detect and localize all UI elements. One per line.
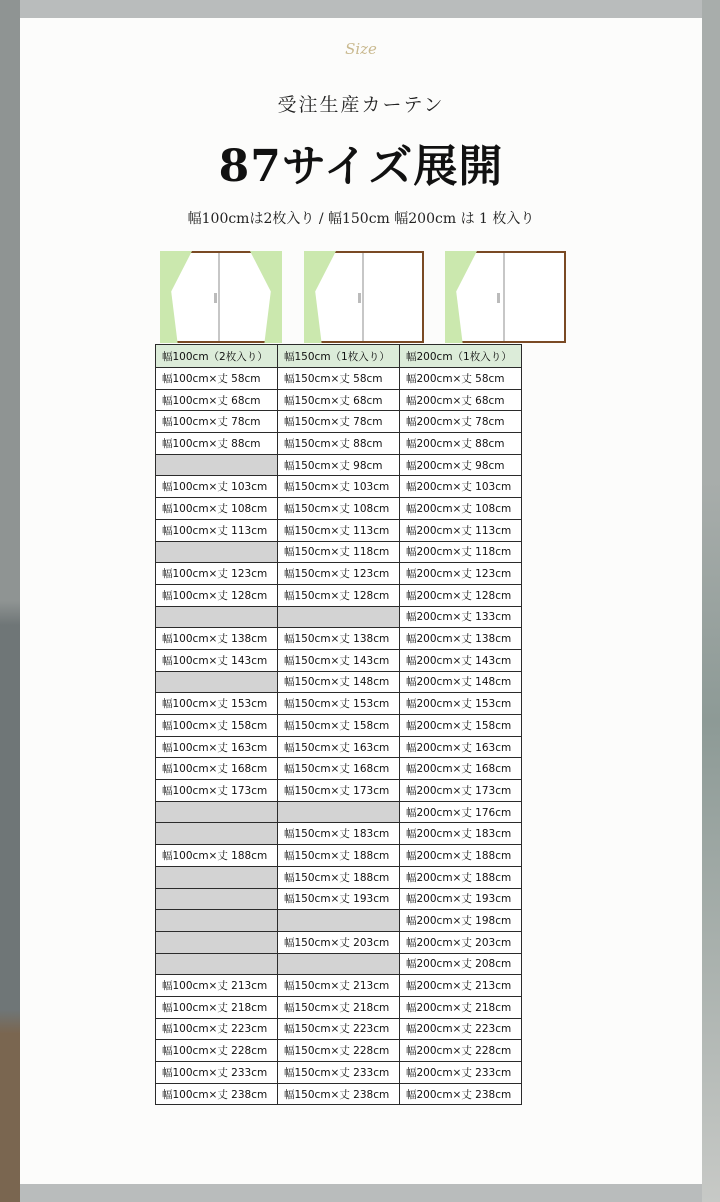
size-cell: 幅100cm×丈 58cm: [156, 368, 278, 390]
column-header-200cm: 幅200cm（1枚入り）: [400, 345, 522, 368]
table-row: [156, 389, 522, 411]
size-cell: 幅200cm×丈 108cm: [400, 498, 522, 520]
table-row: [156, 433, 522, 455]
size-cell: 幅150cm×丈 128cm: [278, 584, 400, 606]
column-header-100cm: 幅100cm（2枚入り）: [156, 345, 278, 368]
size-cell: 幅100cm×丈 78cm: [156, 411, 278, 433]
size-cell-unavailable: [156, 454, 278, 476]
table-row: [156, 693, 522, 715]
size-cell: 幅100cm×丈 143cm: [156, 649, 278, 671]
size-cell-unavailable: [156, 541, 278, 563]
table-row: [156, 845, 522, 867]
size-cell: 幅200cm×丈 133cm: [400, 606, 522, 628]
size-cell-unavailable: [156, 910, 278, 932]
size-cell: 幅150cm×丈 88cm: [278, 433, 400, 455]
size-cell: 幅150cm×丈 123cm: [278, 563, 400, 585]
size-cell: 幅200cm×丈 138cm: [400, 628, 522, 650]
size-cell: 幅200cm×丈 143cm: [400, 649, 522, 671]
size-cell: 幅200cm×丈 223cm: [400, 1018, 522, 1040]
size-cell: 幅150cm×丈 173cm: [278, 780, 400, 802]
size-cell: 幅150cm×丈 223cm: [278, 1018, 400, 1040]
size-cell: 幅100cm×丈 233cm: [156, 1062, 278, 1084]
size-cell: 幅100cm×丈 68cm: [156, 389, 278, 411]
table-row: [156, 541, 522, 563]
size-cell: 幅200cm×丈 163cm: [400, 736, 522, 758]
table-row: [156, 454, 522, 476]
size-cell-unavailable: [156, 671, 278, 693]
size-cell: 幅200cm×丈 88cm: [400, 433, 522, 455]
table-row: [156, 888, 522, 910]
size-cell: 幅200cm×丈 188cm: [400, 845, 522, 867]
table-row: [156, 584, 522, 606]
window-divider: [362, 253, 364, 341]
size-cell: 幅200cm×丈 176cm: [400, 801, 522, 823]
size-cell: 幅200cm×丈 218cm: [400, 996, 522, 1018]
size-cell: 幅150cm×丈 113cm: [278, 519, 400, 541]
size-cell-unavailable: [156, 888, 278, 910]
size-cell: 幅100cm×丈 158cm: [156, 715, 278, 737]
table-row: [156, 996, 522, 1018]
table-row: [156, 1083, 522, 1105]
size-cell: 幅150cm×丈 103cm: [278, 476, 400, 498]
size-cell: 幅150cm×丈 98cm: [278, 454, 400, 476]
size-cell: 幅100cm×丈 168cm: [156, 758, 278, 780]
size-cell: 幅150cm×丈 238cm: [278, 1083, 400, 1105]
size-cell: 幅200cm×丈 118cm: [400, 541, 522, 563]
table-row: [156, 801, 522, 823]
background-room-left: [0, 0, 20, 1202]
size-cell: 幅100cm×丈 228cm: [156, 1040, 278, 1062]
table-row: [156, 519, 522, 541]
size-cell: 幅100cm×丈 213cm: [156, 975, 278, 997]
size-cell: 幅200cm×丈 153cm: [400, 693, 522, 715]
size-cell: 幅200cm×丈 198cm: [400, 910, 522, 932]
window-handle: [497, 293, 500, 303]
size-cell: 幅150cm×丈 118cm: [278, 541, 400, 563]
script-size-label: Size: [345, 40, 377, 58]
size-cell: 幅200cm×丈 183cm: [400, 823, 522, 845]
table-row: [156, 823, 522, 845]
size-cell: 幅150cm×丈 168cm: [278, 758, 400, 780]
table-row: [156, 368, 522, 390]
window-divider: [503, 253, 505, 341]
size-cell: 幅200cm×丈 233cm: [400, 1062, 522, 1084]
size-cell: 幅100cm×丈 128cm: [156, 584, 278, 606]
size-cell-unavailable: [278, 606, 400, 628]
size-cell-unavailable: [278, 953, 400, 975]
table-row: [156, 1018, 522, 1040]
size-cell: 幅200cm×丈 208cm: [400, 953, 522, 975]
table-row: [156, 780, 522, 802]
size-cell: 幅150cm×丈 188cm: [278, 845, 400, 867]
window-handle: [358, 293, 361, 303]
size-cell: 幅150cm×丈 228cm: [278, 1040, 400, 1062]
size-cell: 幅100cm×丈 108cm: [156, 498, 278, 520]
table-row: [156, 758, 522, 780]
size-cell: 幅200cm×丈 148cm: [400, 671, 522, 693]
size-cell: 幅150cm×丈 58cm: [278, 368, 400, 390]
size-cell: 幅150cm×丈 193cm: [278, 888, 400, 910]
size-cell: 幅200cm×丈 213cm: [400, 975, 522, 997]
size-cell: 幅200cm×丈 158cm: [400, 715, 522, 737]
size-cell: 幅150cm×丈 188cm: [278, 866, 400, 888]
table-row: [156, 715, 522, 737]
size-cell: 幅200cm×丈 103cm: [400, 476, 522, 498]
size-cell: 幅150cm×丈 163cm: [278, 736, 400, 758]
size-cell: 幅150cm×丈 203cm: [278, 931, 400, 953]
window-divider: [218, 253, 220, 341]
size-cell: 幅100cm×丈 88cm: [156, 433, 278, 455]
window-illustration-150cm: [304, 251, 424, 343]
size-cell: 幅100cm×丈 163cm: [156, 736, 278, 758]
size-cell: 幅200cm×丈 68cm: [400, 389, 522, 411]
size-cell: 幅200cm×丈 168cm: [400, 758, 522, 780]
size-cell: 幅200cm×丈 173cm: [400, 780, 522, 802]
table-row: [156, 1040, 522, 1062]
size-cell-unavailable: [156, 931, 278, 953]
size-cell-unavailable: [156, 953, 278, 975]
size-cell: 幅150cm×丈 218cm: [278, 996, 400, 1018]
size-cell: 幅200cm×丈 113cm: [400, 519, 522, 541]
size-cell-unavailable: [156, 606, 278, 628]
size-cell: 幅150cm×丈 213cm: [278, 975, 400, 997]
table-header-row: [156, 345, 522, 368]
column-header-150cm: 幅150cm（1枚入り）: [278, 345, 400, 368]
size-table: [155, 344, 522, 1105]
size-cell: 幅200cm×丈 228cm: [400, 1040, 522, 1062]
size-cell: 幅100cm×丈 123cm: [156, 563, 278, 585]
size-cell: 幅150cm×丈 153cm: [278, 693, 400, 715]
table-row: [156, 563, 522, 585]
size-cell: 幅200cm×丈 123cm: [400, 563, 522, 585]
size-cell: 幅200cm×丈 203cm: [400, 931, 522, 953]
table-row: [156, 931, 522, 953]
table-row: [156, 975, 522, 997]
quantity-note: 幅100cmは2枚入り / 幅150cm 幅200cm は 1 枚入り: [187, 211, 535, 227]
window-handle: [214, 293, 217, 303]
size-cell: 幅200cm×丈 58cm: [400, 368, 522, 390]
size-cell-unavailable: [156, 866, 278, 888]
size-cell: 幅150cm×丈 148cm: [278, 671, 400, 693]
size-cell: 幅150cm×丈 233cm: [278, 1062, 400, 1084]
size-cell: 幅200cm×丈 128cm: [400, 584, 522, 606]
size-cell: 幅200cm×丈 78cm: [400, 411, 522, 433]
page-subtitle: 受注生産カーテン: [277, 94, 445, 116]
size-cell-unavailable: [156, 801, 278, 823]
size-cell: 幅100cm×丈 138cm: [156, 628, 278, 650]
window-illustration-200cm: [445, 251, 566, 343]
table-row: [156, 671, 522, 693]
table-row: [156, 736, 522, 758]
size-table-body: [156, 368, 522, 1105]
window-illustration-100cm: [160, 251, 282, 343]
size-cell: 幅100cm×丈 188cm: [156, 845, 278, 867]
table-row: [156, 866, 522, 888]
table-row: [156, 953, 522, 975]
size-cell: 幅200cm×丈 238cm: [400, 1083, 522, 1105]
page-title: 87サイズ展開: [218, 141, 504, 192]
table-row: [156, 910, 522, 932]
size-cell: 幅100cm×丈 113cm: [156, 519, 278, 541]
size-cell: 幅100cm×丈 238cm: [156, 1083, 278, 1105]
size-cell: 幅100cm×丈 153cm: [156, 693, 278, 715]
size-cell-unavailable: [278, 801, 400, 823]
size-cell: 幅200cm×丈 98cm: [400, 454, 522, 476]
size-cell: 幅150cm×丈 158cm: [278, 715, 400, 737]
size-cell: 幅100cm×丈 173cm: [156, 780, 278, 802]
size-cell: 幅150cm×丈 78cm: [278, 411, 400, 433]
size-cell: 幅150cm×丈 68cm: [278, 389, 400, 411]
table-row: [156, 411, 522, 433]
size-cell: 幅200cm×丈 188cm: [400, 866, 522, 888]
size-cell: 幅100cm×丈 103cm: [156, 476, 278, 498]
table-row: [156, 476, 522, 498]
size-cell-unavailable: [278, 910, 400, 932]
table-row: [156, 628, 522, 650]
table-row: [156, 1062, 522, 1084]
size-cell: 幅150cm×丈 183cm: [278, 823, 400, 845]
size-cell: 幅150cm×丈 143cm: [278, 649, 400, 671]
background-room-right: [702, 0, 720, 1202]
table-row: [156, 606, 522, 628]
table-row: [156, 498, 522, 520]
size-cell: 幅150cm×丈 108cm: [278, 498, 400, 520]
table-row: [156, 649, 522, 671]
size-cell: 幅200cm×丈 193cm: [400, 888, 522, 910]
size-cell: 幅150cm×丈 138cm: [278, 628, 400, 650]
size-cell-unavailable: [156, 823, 278, 845]
size-cell: 幅100cm×丈 223cm: [156, 1018, 278, 1040]
size-cell: 幅100cm×丈 218cm: [156, 996, 278, 1018]
